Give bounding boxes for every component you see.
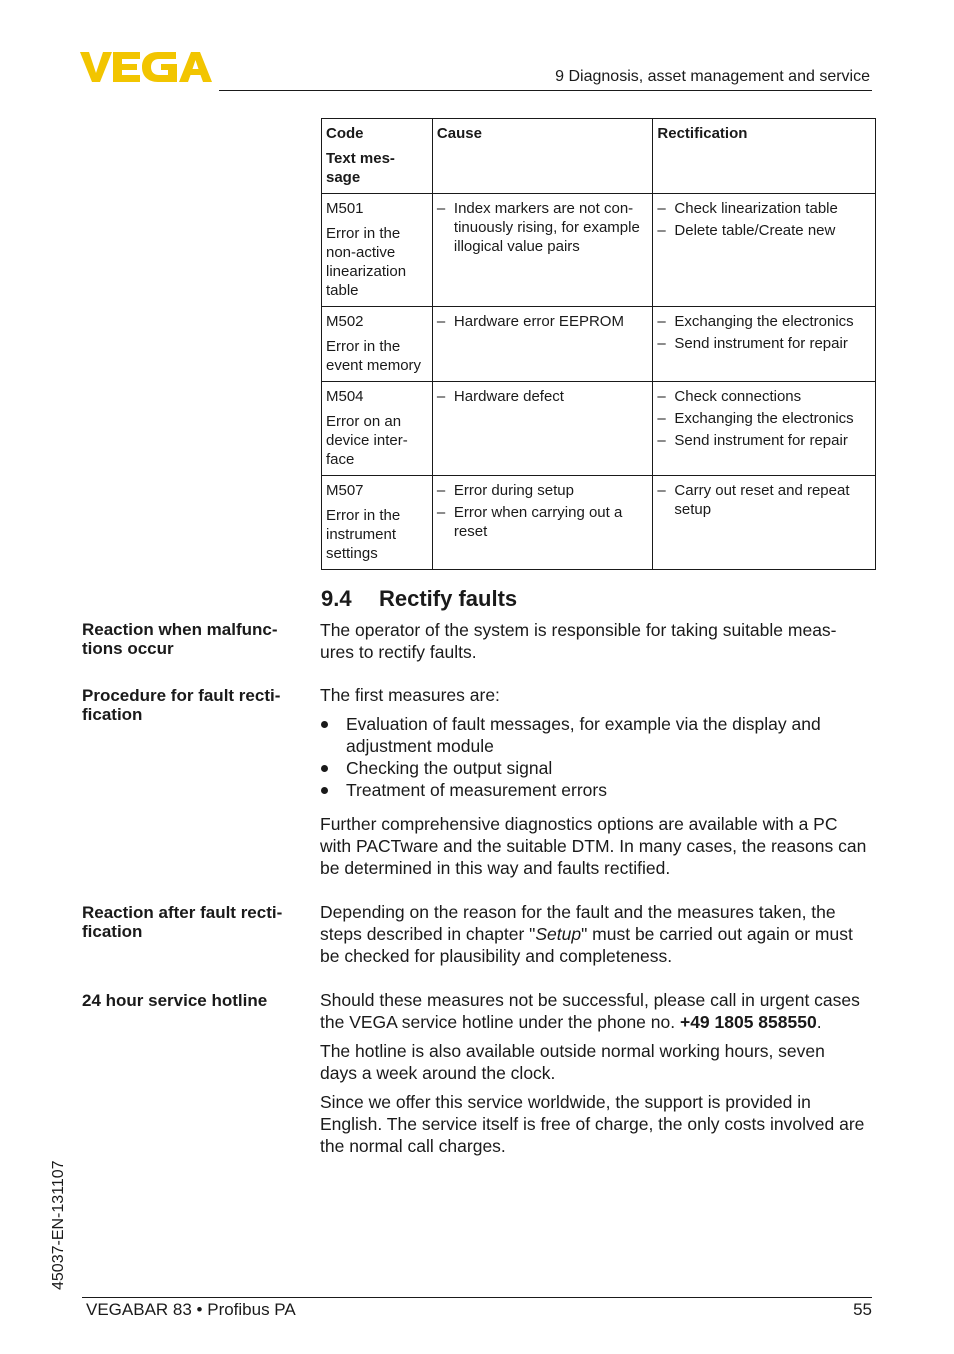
diagnosis-table <box>321 118 876 570</box>
list-item: Evaluation of fault messages, for example via the display and adjustment module <box>320 713 876 757</box>
section-number: 9.4 <box>321 586 352 611</box>
cause-item: – Hardware defect <box>437 387 649 406</box>
hotline-phone-number: +49 1805 858550 <box>679 1012 817 1032</box>
setup-chapter-reference: Setup <box>535 924 582 944</box>
rectification-item: – Check linearization table <box>657 199 871 218</box>
header-rectification: Rectification <box>653 119 876 194</box>
rectification-item: – Send instrument for repair <box>657 431 871 450</box>
procedure-intro: The first measures are: <box>320 685 500 705</box>
rectification-item: – Delete table/Create new <box>657 221 871 240</box>
error-text: Error on an device inter- face <box>326 413 408 468</box>
rectification-cell <box>653 194 876 307</box>
cause-cell <box>432 194 653 307</box>
table-row <box>322 194 876 307</box>
text-reaction-after-part2: " must be carried out again or must be checked for plausibility and completeness. <box>320 924 853 966</box>
rectification-item: – Exchanging the electronics <box>657 312 871 331</box>
footer-product: VEGABAR 83 • Profibus PA <box>86 1300 296 1319</box>
footer-rule <box>82 1297 872 1298</box>
code-cell <box>322 382 433 476</box>
header-text-message: Text mes- sage <box>326 150 395 186</box>
error-text: Error in the instrument settings <box>326 507 401 562</box>
cause-item: – Error during setup <box>437 481 649 500</box>
code-cell <box>322 307 433 382</box>
header-code-cell <box>322 119 433 194</box>
error-code: M502 <box>326 313 364 330</box>
rectification-cell <box>653 382 876 476</box>
label-reaction-after: Reaction after fault recti- fication <box>82 903 283 941</box>
hotline-block <box>320 989 876 1164</box>
table-row <box>322 307 876 382</box>
section-heading <box>321 586 517 612</box>
cause-item: – Error when carrying out a reset <box>437 503 649 541</box>
label-procedure: Procedure for fault recti- fication <box>82 686 281 724</box>
document-number: 45037-EN-131107 <box>50 1160 67 1290</box>
rectification-item: – Check connections <box>657 387 871 406</box>
header-section-title: 9 Diagnosis, asset management and service <box>555 68 870 85</box>
rectification-item: – Send instrument for repair <box>657 334 871 353</box>
vega-logo <box>80 50 212 84</box>
list-item: Treatment of measurement errors <box>320 779 876 801</box>
text-reaction-after-part1: Depending on the reason for the fault and the measures taken, the steps described in chapter " <box>320 902 836 944</box>
table-row <box>322 476 876 570</box>
table-header-row <box>322 119 876 194</box>
label-reaction-malfunction: Reaction when malfunc- tions occur <box>82 620 278 658</box>
error-code: M501 <box>326 200 364 217</box>
hotline-paragraph-3: Since we offer this service worldwide, the support is provided in English. The service itself is free of charge, the only costs involved are the normal call charges. <box>320 1092 865 1156</box>
procedure-further: Further comprehensive diagnostics options are available with a PC with PACTware and the suitable DTM. In many cases, the reasons can be determined in this way and faults rectified. <box>320 814 867 878</box>
rectification-cell <box>653 476 876 570</box>
text-reaction-after <box>320 901 876 967</box>
error-text: Error in the event memory <box>326 338 422 374</box>
cause-item: – Index markers are not con- tinuously rising, for example illogical value pairs <box>437 199 649 256</box>
label-hotline: 24 hour service hotline <box>82 991 268 1010</box>
hotline-text-end: . <box>816 1012 822 1032</box>
cause-cell <box>432 307 653 382</box>
cause-item: – Hardware error EEPROM <box>437 312 649 331</box>
hotline-paragraph-2: The hotline is also available outside normal working hours, seven days a week around the clock. <box>320 1041 825 1083</box>
rectification-cell <box>653 307 876 382</box>
header-rule <box>219 90 872 91</box>
hotline-text: Should these measures not be successful, please call in urgent cases the VEGA service hotline under the phone no. <box>320 990 860 1032</box>
list-item: Checking the output signal <box>320 757 876 779</box>
procedure-block <box>320 684 876 879</box>
cause-cell <box>432 476 653 570</box>
cause-cell <box>432 382 653 476</box>
section-title: Rectify faults <box>379 586 518 611</box>
error-text: Error in the non-active linearization table <box>326 225 407 299</box>
text-reaction-malfunction: The operator of the system is responsible for taking suitable meas- ures to rectify faults. <box>320 620 837 662</box>
table-row <box>322 382 876 476</box>
error-code: M507 <box>326 482 364 499</box>
rectification-item: – Carry out reset and repeat setup <box>657 481 871 519</box>
page-number: 55 <box>853 1300 872 1319</box>
header-code: Code <box>326 125 364 142</box>
error-code: M504 <box>326 388 364 405</box>
code-cell <box>322 476 433 570</box>
procedure-list <box>320 713 876 801</box>
code-cell <box>322 194 433 307</box>
hotline-paragraph-1 <box>320 989 876 1033</box>
header-cause: Cause <box>432 119 653 194</box>
rectification-item: – Exchanging the electronics <box>657 409 871 428</box>
